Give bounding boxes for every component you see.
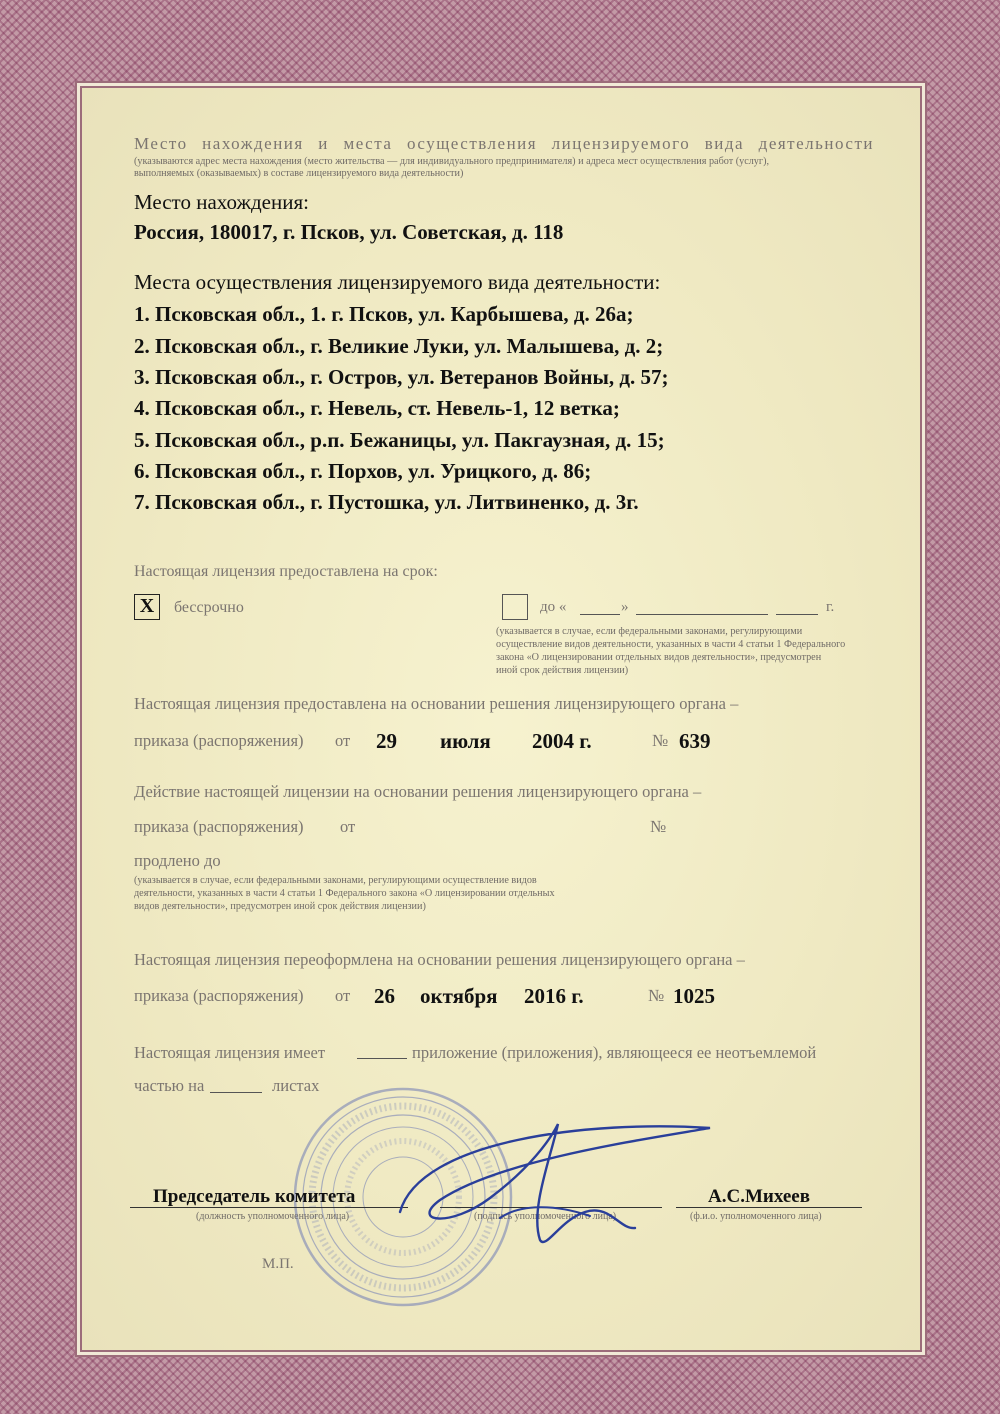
place-item: 2. Псковская обл., г. Великие Луки, ул. Малышева, д. 2;: [134, 334, 664, 358]
reissue-month: октября: [420, 984, 498, 1008]
position-caption: (должность уполномоченного лица): [196, 1211, 350, 1222]
header-title: Место нахождения и места осуществления лицензируемого вида деятельности: [134, 134, 874, 153]
signatory-name: А.С.Михеев: [708, 1186, 810, 1207]
location-address: Россия, 180017, г. Псков, ул. Советская, д. 118: [134, 220, 564, 244]
basis-year: 2004 г.: [532, 729, 592, 753]
name-caption: (ф.и.о. уполномоченного лица): [690, 1211, 822, 1222]
term-note-3: закона «О лицензировании отдельных видов деятельности», предусмотрен: [496, 652, 822, 663]
basis-day: 29: [376, 729, 397, 753]
stamp-place: М.П.: [262, 1256, 294, 1272]
reissue-num-sign: №: [648, 986, 665, 1005]
until-year-line: [776, 614, 818, 615]
extension-line: Действие настоящей лицензии на основании решения лицензирующего органа –: [134, 782, 702, 801]
extension-order-label: приказа (распоряжения): [134, 817, 304, 836]
term-note-2: осуществление видов деятельности, указанных в части 4 статьи 1 Федерального: [496, 639, 846, 650]
extension-extended: продлено до: [134, 851, 221, 870]
appendix-sheets-line: [210, 1092, 262, 1093]
extension-note-2: деятельности, указанных в части 4 статьи 1 Федерального закона «О лицензировании отдельных: [134, 888, 555, 899]
reissue-line: Настоящая лицензия переоформлена на основании решения лицензирующего органа –: [134, 950, 745, 969]
until-prefix: до «: [540, 599, 567, 615]
reissue-day: 26: [374, 984, 395, 1008]
basis-order-label: приказа (распоряжения): [134, 731, 304, 750]
place-item: 1. Псковская обл., 1. г. Псков, ул. Карбышева, д. 26а;: [134, 302, 634, 326]
position-title: Председатель комитета: [153, 1186, 356, 1207]
place-item: 4. Псковская обл., г. Невель, ст. Невель-1, 12 ветка;: [134, 396, 620, 420]
until-suffix: г.: [826, 599, 835, 615]
place-item: 5. Псковская обл., р.п. Бежаницы, ул. Пакгаузная, д. 15;: [134, 428, 665, 452]
appendix-line2a: частью на: [134, 1076, 205, 1095]
header-note-1: (указываются адрес места нахождения (место жительства — для индивидуального предпринимателя) и адреса мест осуществления работ (услуг),: [134, 156, 770, 167]
extension-num-sign: №: [650, 817, 667, 836]
basis-number: 639: [679, 729, 711, 753]
appendix-count-line: [357, 1058, 407, 1059]
reissue-number: 1025: [673, 984, 715, 1008]
reissue-order-label: приказа (распоряжения): [134, 986, 304, 1005]
reissue-year: 2016 г.: [524, 984, 584, 1008]
until-mid: »: [621, 599, 629, 615]
location-label: Место нахождения:: [134, 190, 309, 214]
term-note-4: иной срок действия лицензии): [496, 665, 629, 676]
unlimited-label: бессрочно: [174, 599, 244, 616]
extension-note-1: (указывается в случае, если федеральными законами, регулирующими осуществление видов: [134, 875, 537, 886]
extension-from: от: [340, 817, 356, 836]
sign-caption: (подпись уполномоченного лица): [474, 1211, 617, 1222]
basis-line: Настоящая лицензия предоставлена на основании решения лицензирующего органа –: [134, 694, 739, 713]
until-month-line: [636, 614, 768, 615]
appendix-part1: Настоящая лицензия имеет: [134, 1043, 326, 1062]
place-item: 6. Псковская обл., г. Порхов, ул. Урицкого, д. 86;: [134, 459, 592, 483]
term-label: Настоящая лицензия предоставлена на срок:: [134, 563, 438, 580]
term-note-1: (указывается в случае, если федеральными законами, регулирующими: [496, 626, 803, 637]
handwritten-signature: [380, 1100, 720, 1260]
place-item: 3. Псковская обл., г. Остров, ул. Ветеранов Войны, д. 57;: [134, 365, 669, 389]
basis-from: от: [335, 731, 351, 750]
header-note-2: выполняемых (оказываемых) в составе лицензируемого вида деятельности): [134, 168, 464, 179]
unlimited-checkbox: X: [134, 594, 160, 620]
until-checkbox: [502, 594, 528, 620]
basis-month: июля: [440, 729, 491, 753]
basis-num-sign: №: [652, 731, 669, 750]
reissue-from: от: [335, 986, 351, 1005]
until-day-line: [580, 614, 620, 615]
place-item: 7. Псковская обл., г. Пустошка, ул. Литвиненко, д. 3г.: [134, 490, 639, 514]
places-label: Места осуществления лицензируемого вида деятельности:: [134, 270, 661, 294]
appendix-line2b: листах: [272, 1076, 320, 1095]
appendix-part2: приложение (приложения), являющееся ее неотъемлемой: [412, 1043, 817, 1062]
extension-note-3: видов деятельности», предусмотрен иной срок действия лицензии): [134, 901, 426, 912]
